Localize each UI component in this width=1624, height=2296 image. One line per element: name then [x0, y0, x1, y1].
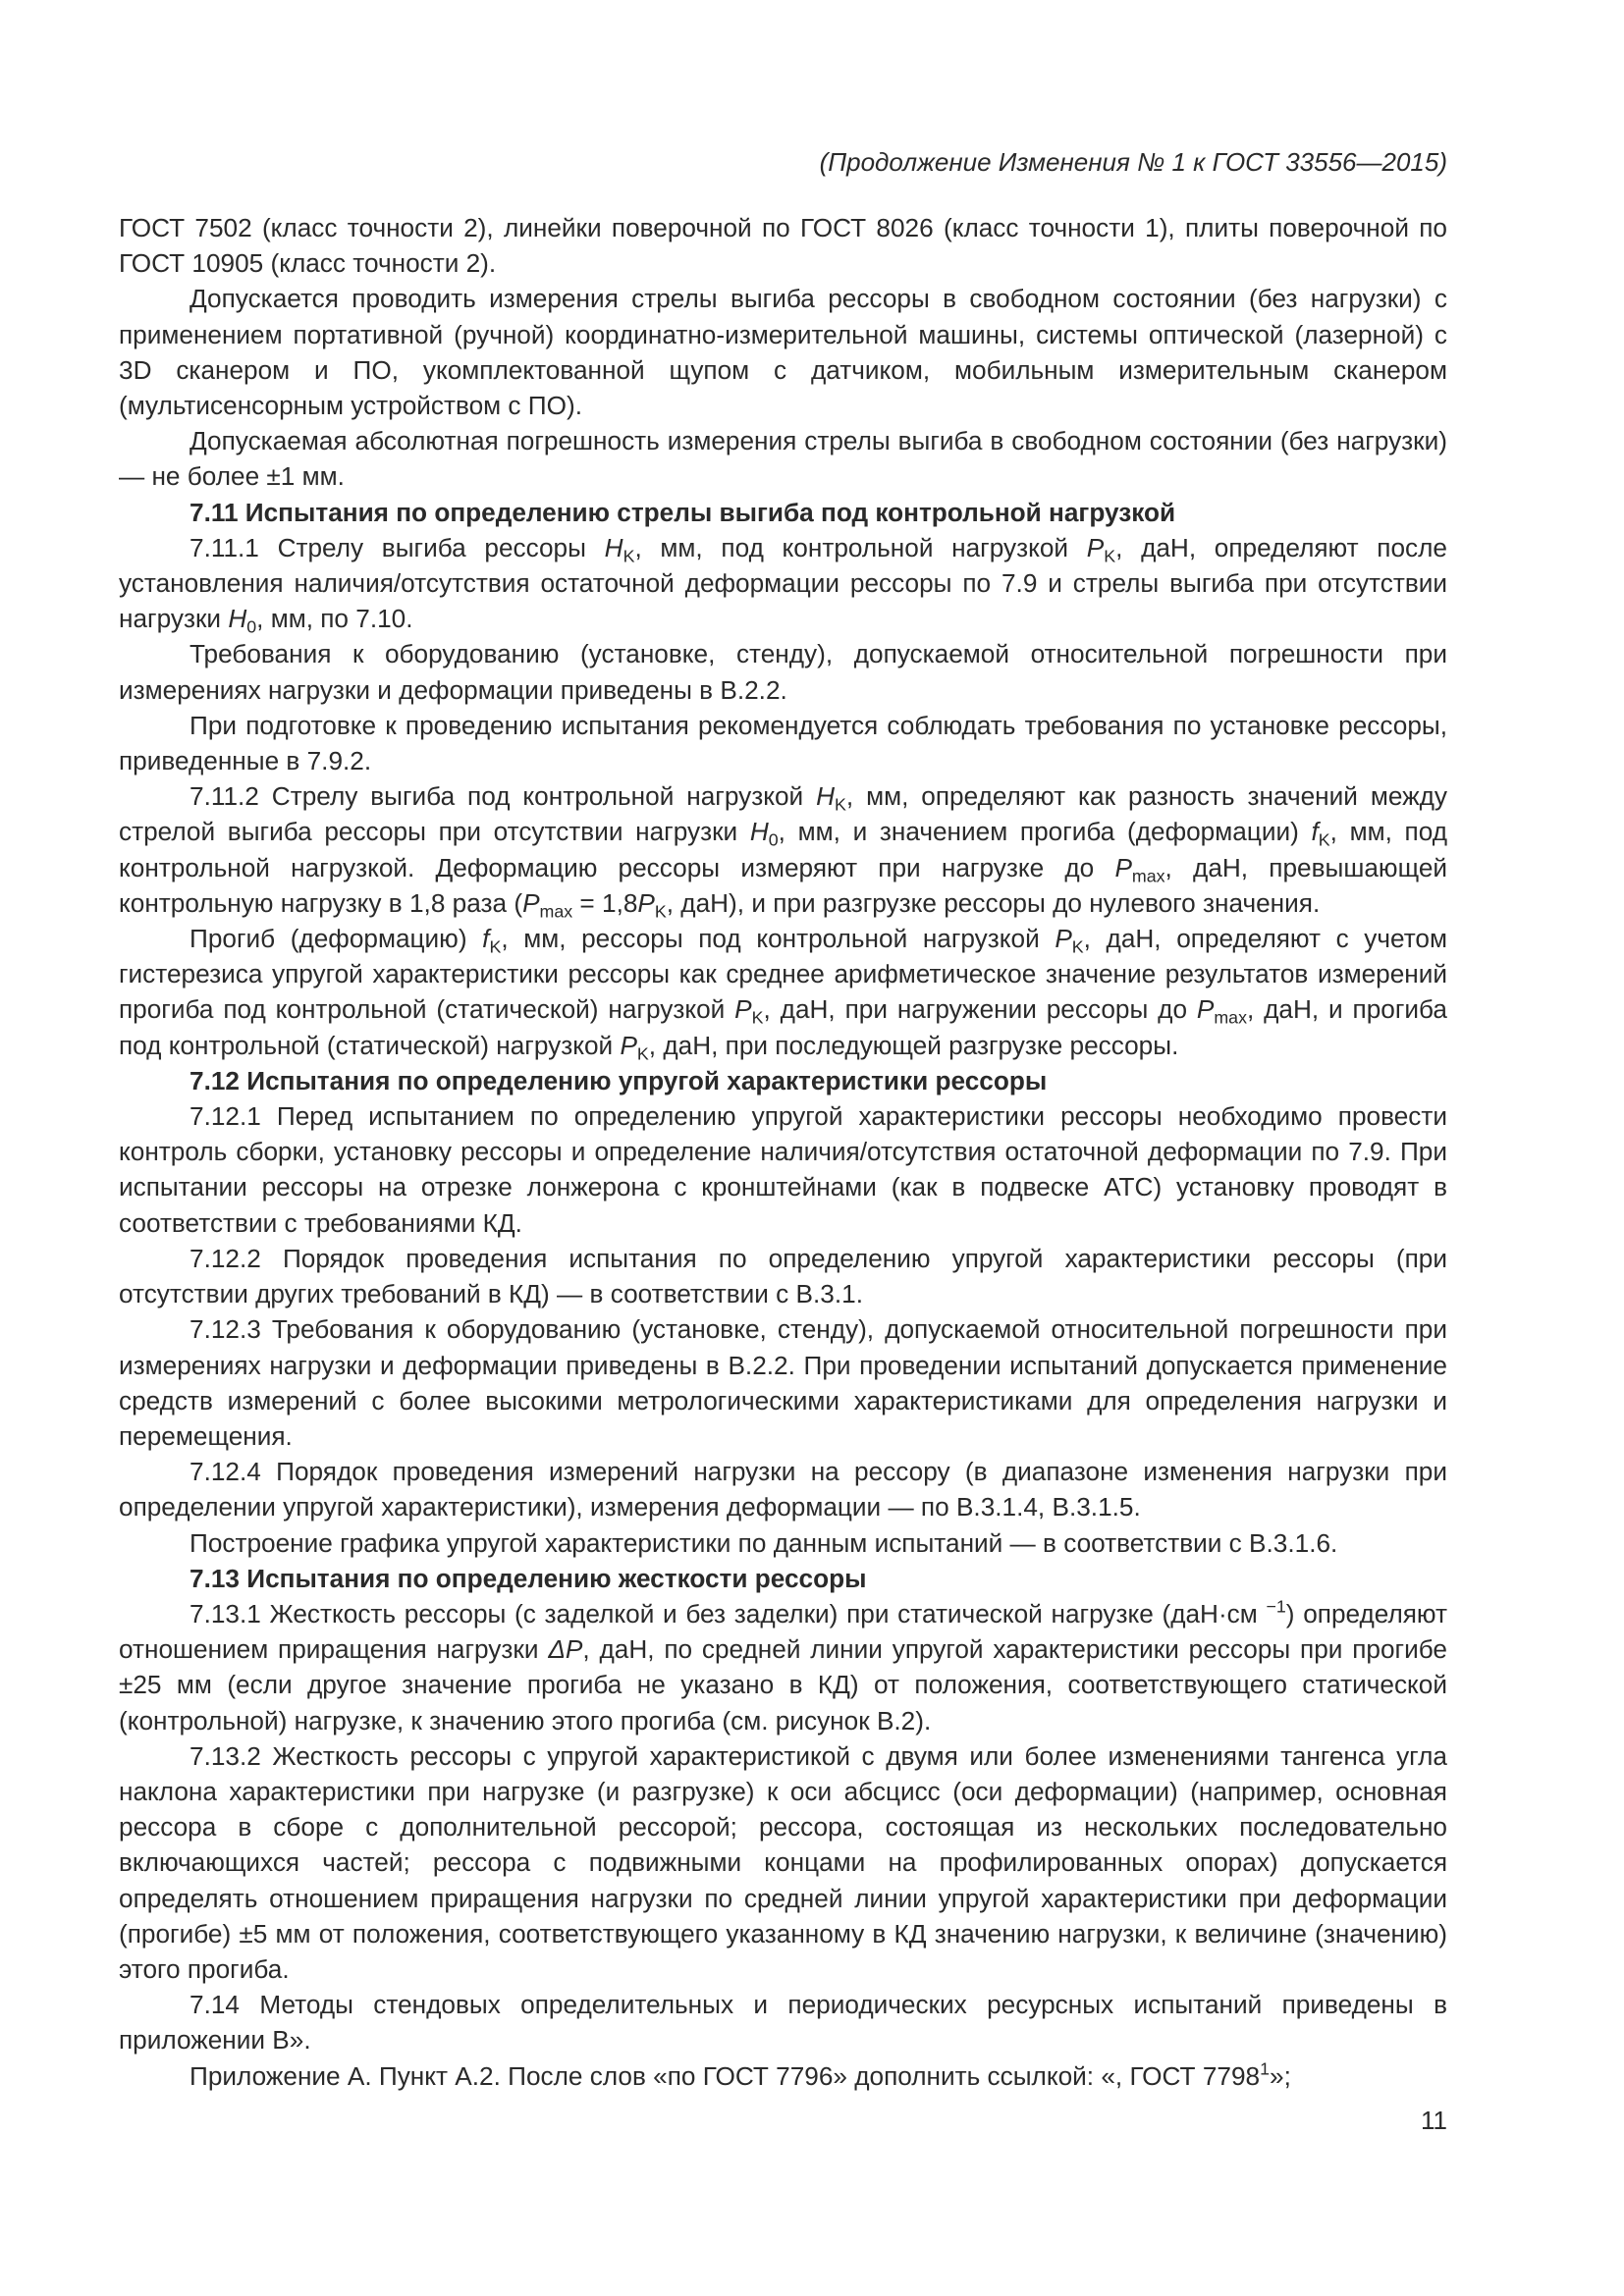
paragraph-7-13-2: 7.13.2 Жесткость рессоры с упругой характеристикой с двумя или более изменениями тангенса угла наклона характеристики при нагрузке (и разгрузке) к оси абсцисс (оси деформации) (например, основная рессора в сборе с дополнительной рессорой; рессора, состоящая из нескольких последовательно включающихся частей; рессора с подвижными концами на профилированных опорах) допускается определять отношением приращения нагрузки по средней линии упругой характеристики при деформации (прогибе) ±5 мм от положения, соответствующего указанному в КД значению нагрузки, к величине (значению) этого прогиба. [119, 1740, 1447, 1984]
running-header: (Продолжение Изменения № 1 к ГОСТ 33556—2015) [819, 147, 1447, 177]
heading-7-12: 7.12 Испытания по определению упругой характеристики рессоры [189, 1065, 1048, 1095]
body-text [119, 210, 1447, 2094]
paragraph-7-14: 7.14 Методы стендовых определительных и периодических ресурсных испытаний приведены в приложении В». [119, 1990, 1447, 2056]
paragraph-7-13-1: 7.13.1 Жесткость рессоры (с заделкой и без заделки) при статической нагрузке (даН·см $^{-1}$) определяют отношением приращения нагрузки ΔP, даН, по средней линии упругой характеристики рессоры при прогибе ±25 мм (если другое значение прогиба не указано в КД) от положения, соответствующего статической (контрольной) нагрузке, к значению этого прогиба (см. рисунок В.2). [119, 1596, 1447, 1735]
paragraph-hysteresis: Прогиб (деформацию) $f_K$, мм, рессоры под контрольной нагрузкой $P_K$, даН, определяют с учетом гистерезиса упругой характеристики рессоры как среднее арифметическое значение результатов измерений прогиба под контрольной (статической) нагрузкой $P_K$, даН, при нагружении рессоры до $P_{max}$, даН, и прогиба под контрольной (статической) нагрузкой $P_K$, даН, при последующей разгрузке рессоры. [119, 924, 1447, 1064]
paragraph-7-11-2: 7.11.2 Стрелу выгиба под контрольной нагрузкой $H_K$, мм, определяют как разность значений между стрелой выгиба рессоры при отсутствии нагрузки $H_0$, мм, и значением прогиба (деформации) $f_K$, мм, под контрольной нагрузкой. Деформацию рессоры измеряют при нагрузке до $P_{max}$, даН, превышающей контрольную нагрузку в 1,8 раза ($P_{max} = 1,8P_K$, даН), и при разгрузке рессоры до нулевого значения. [119, 781, 1448, 922]
paragraph-7-11-1: 7.11.1 Стрелу выгиба рессоры $H_K$, мм, под контрольной нагрузкой $P_K$, даН, определяют после установления наличия/отсутствия остаточной деформации рессоры по 7.9 и стрелы выгиба при отсутствии нагрузки $H_0$, мм, по 7.10. [119, 532, 1447, 637]
paragraph-portable-cmm: Допускается проводить измерения стрелы выгиба рессоры в свободном состоянии (без нагрузки) с применением портативной (ручной) координатно-измерительной машины, системы оптической (лазерной) с 3D сканером и ПО, укомплектованной щупом с датчиком, мобильным измерительным сканером (мультисенсорным устройством с ПО). [119, 284, 1447, 421]
page-number: 11 [1421, 2106, 1447, 2135]
heading-7-11: 7.11 Испытания по определению стрелы выгиба под контрольной нагрузкой [189, 497, 1176, 527]
paragraph-7-12-2: 7.12.2 Порядок проведения испытания по определению упругой характеристики рессоры (при отсутствии других требований в КД) — в соответствии с В.3.1. [119, 1243, 1447, 1309]
paragraph-gost-tools: ГОСТ 7502 (класс точности 2), линейки поверочной по ГОСТ 8026 (класс точности 1), плиты поверочной по ГОСТ 10905 (класс точности 2). [119, 213, 1447, 279]
paragraph-equipment-requirements: Требования к оборудованию (установке, стенду), допускаемой относительной погрешности при измерениях нагрузки и деформации приведены в В.2.2. [119, 639, 1447, 705]
paragraph-abs-error: Допускаемая абсолютная погрешность измерения стрелы выгиба в свободном состоянии (без нагрузки) — не более ±1 мм. [119, 426, 1447, 492]
paragraph-7-12-3: 7.12.3 Требования к оборудованию (установке, стенду), допускаемой относительной погрешности при измерениях нагрузки и деформации приведены в В.2.2. При проведении испытаний допускается применение средств измерений с более высокими метрологическими характеристиками для определения нагрузки и перемещения. [119, 1314, 1447, 1451]
paragraph-7-12-4: 7.12.4 Порядок проведения измерений нагрузки на рессору (в диапазоне изменения нагрузки при определении упругой характеристики), измерения деформации — по В.3.1.4, В.3.1.5. [119, 1457, 1447, 1522]
paragraph-preparation: При подготовке к проведению испытания рекомендуется соблюдать требования по установке рессоры, приведенные в 7.9.2. [119, 710, 1447, 776]
paragraph-graph-construction: Построение графика упругой характеристики по данным испытаний — в соответствии с В.3.1.6. [189, 1527, 1338, 1558]
paragraph-7-12-1: 7.12.1 Перед испытанием по определению упругой характеристики рессоры необходимо провести контроль сборки, установку рессоры и определение наличия/отсутствия остаточной деформации по 7.9. При испытании рессоры на отрезке лонжерона с кронштейнами (как в подвеске АТС) установку проводят в соответствии с требованиями КД. [119, 1101, 1447, 1238]
heading-7-13: 7.13 Испытания по определению жесткости рессоры [189, 1563, 867, 1593]
paragraph-appendix-a: Приложение А. Пункт А.2. После слов «по ГОСТ 7796» дополнить ссылкой: «, ГОСТ 7798$^1$»; [189, 2057, 1291, 2091]
